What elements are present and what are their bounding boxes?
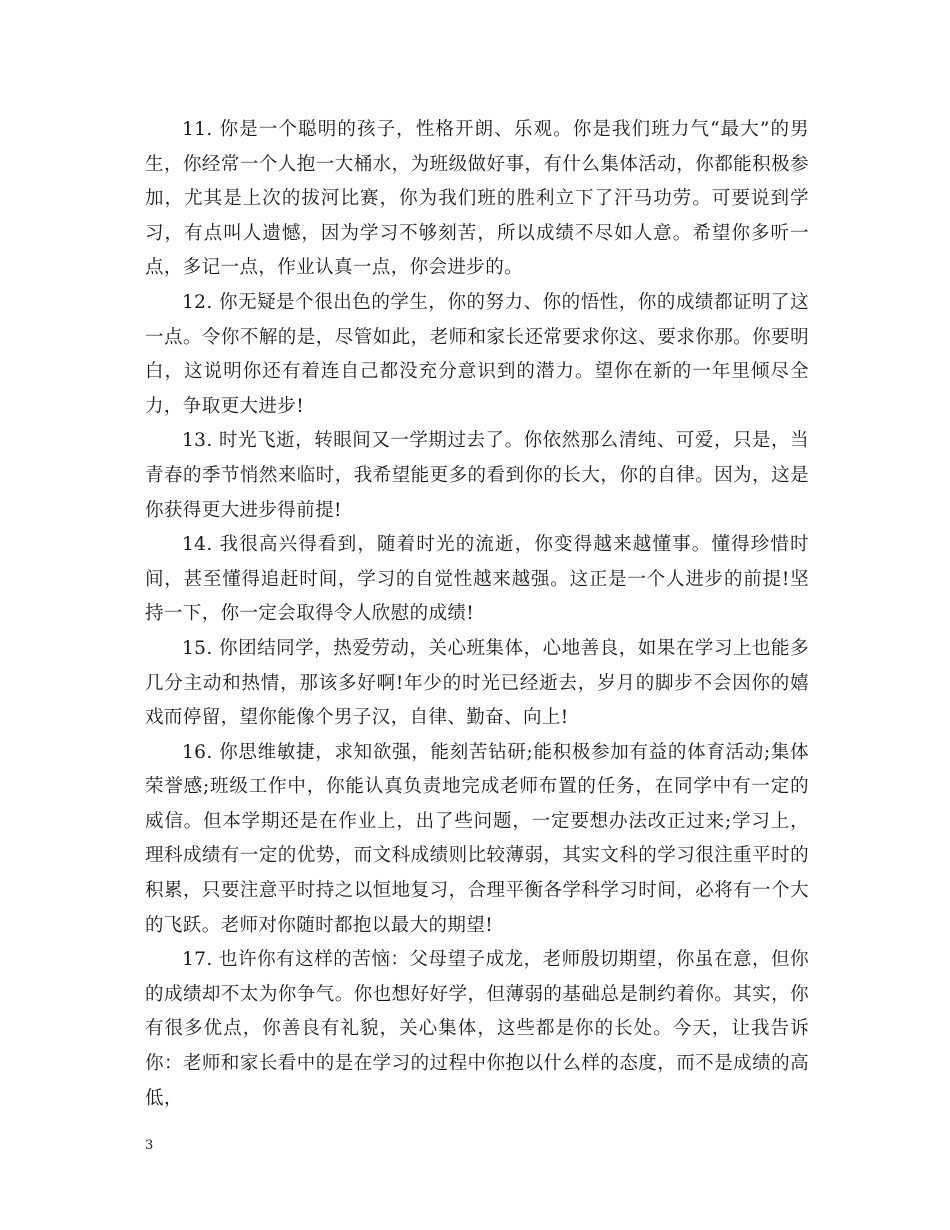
comment-paragraph-11: 11. 你是一个聪明的孩子，性格开朗、乐观。你是我们班力气“最大”的男生，你经常一个人抱一大桶水，为班级做好事，有什么集体活动，你都能积极参加，尤其是上次的拔河比赛，你为我们班的胜利立下了汗马功劳。可要说到学习，有点叫人遗憾，因为学习不够刻苦，所以成绩不尽如人意。希望你多听一点，多记一点，作业认真一点，你会进步的。 [145,119,809,279]
document-body [145,113,809,1116]
page-number: 3 [145,1138,154,1153]
comment-paragraph-13: 13. 时光飞逝，转眼间又一学期过去了。你依然那么清纯、可爱，只是，当青春的季节悄然来临时，我希望能更多的看到你的长大，你的自律。因为，这是你获得更大进步得前提! [145,430,809,521]
comment-paragraph-12: 12. 你无疑是个很出色的学生，你的努力、你的悟性，你的成绩都证明了这一点。令你不解的是，尽管如此，老师和家长还常要求你这、要求你那。你要明白，这说明你还有着连自己都没充分意识到的潜力。望你在新的一年里倾尽全力，争取更大进步! [145,291,809,417]
comment-paragraph-17: 17. 也许你有这样的苦恼：父母望子成龙，老师殷切期望，你虽在意，但你的成绩却不太为你争气。你也想好好学，但薄弱的基础总是制约着你。其实，你有很多优点，你善良有礼貌，关心集体，这些都是你的长处。今天，让我告诉你：老师和家长看中的是在学习的过程中你抱以什么样的态度，而不是成绩的高低， [145,949,809,1109]
comment-paragraph-14: 14. 我很高兴得看到，随着时光的流逝，你变得越来越懂事。懂得珍惜时间，甚至懂得追赶时间，学习的自觉性越来越强。这正是一个人进步的前提!坚持一下，你一定会取得令人欣慰的成绩! [145,534,809,625]
comment-paragraph-15: 15. 你团结同学，热爱劳动，关心班集体，心地善良，如果在学习上也能多几分主动和热情，那该多好啊!年少的时光已经逝去，岁月的脚步不会因你的嬉戏而停留，望你能像个男子汉，自律、勤奋、向上! [145,637,809,729]
comment-paragraph-16: 16. 你思维敏捷，求知欲强，能刻苦钻研;能积极参加有益的体育活动;集体荣誉感;班级工作中，你能认真负责地完成老师布置的任务，在同学中有一定的威信。但本学期还是在作业上，出了些问题，一定要想办法改正过来;学习上，理科成绩有一定的优势，而文科成绩则比较薄弱，其实文科的学习很注重平时的积累，只要注意平时持之以恒地复习，合理平衡各学科学习时间，必将有一个大的飞跃。老师对你随时都抱以最大的期望! [145,741,809,936]
